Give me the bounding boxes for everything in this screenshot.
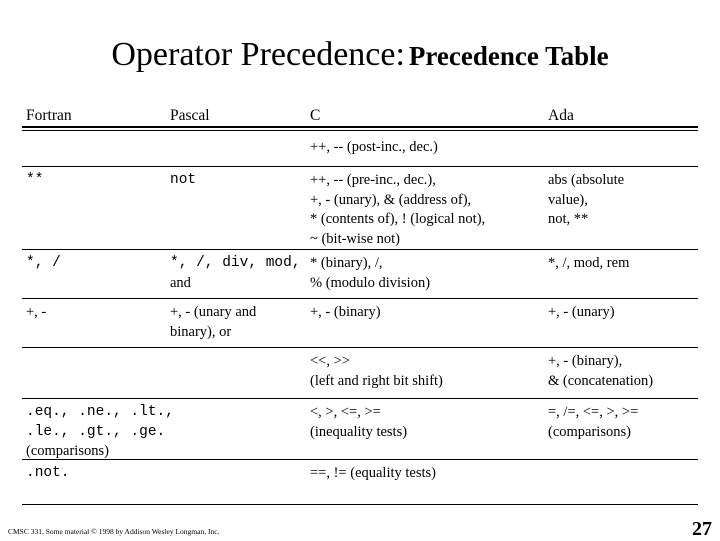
cell-c xyxy=(310,464,436,484)
cell-line: +, - (binary), xyxy=(548,353,623,369)
cell-line: ==, != (equality tests) xyxy=(310,465,437,481)
slide-title xyxy=(0,36,720,74)
table-row xyxy=(22,348,698,399)
title-main: Operator Precedence: xyxy=(111,36,405,73)
cell-ada xyxy=(548,303,615,323)
cell-line: +, - (unary), & (address of), xyxy=(310,191,472,208)
cell-ada xyxy=(548,171,624,230)
cell-line: binary), or xyxy=(170,323,232,340)
cell-line: and xyxy=(170,274,191,291)
cell-line: +, - (unary and xyxy=(170,304,257,320)
cell-line: *, /, div, mod, xyxy=(170,255,301,271)
header-fortran: Fortran xyxy=(26,107,72,124)
cell-pascal xyxy=(170,254,301,293)
title-sub: Precedence Table xyxy=(408,41,609,71)
cell-line: <, >, <=, >= xyxy=(310,404,381,420)
table-header xyxy=(22,102,698,128)
table-row xyxy=(22,167,698,250)
cell-fortran xyxy=(26,464,70,484)
cell-line: not, ** xyxy=(548,211,589,227)
header-c: C xyxy=(310,107,321,124)
cell-line: ++, -- (pre-inc., dec.), xyxy=(310,172,436,188)
footer-copyright: CMSC 331, Some material © 1998 by Addison Wesley Longman, Inc. xyxy=(8,527,220,536)
cell-line: .not. xyxy=(26,465,70,481)
cell-line: not xyxy=(170,172,197,188)
cell-line: =, /=, <=, >, >= xyxy=(548,404,639,420)
cell-line: (comparisons) xyxy=(548,423,631,440)
cell-line: (comparisons) xyxy=(26,443,109,459)
header-ada: Ada xyxy=(548,107,574,124)
cell-ada xyxy=(548,254,629,274)
cell-pascal xyxy=(170,171,196,191)
cell-line: (left and right bit shift) xyxy=(310,372,443,389)
cell-line: +, - (binary) xyxy=(310,304,381,320)
cell-line: ++, -- (post-inc., dec.) xyxy=(310,139,438,155)
cell-ada xyxy=(548,352,653,391)
cell-pascal xyxy=(170,303,256,342)
cell-line: * (binary), /, xyxy=(310,255,383,271)
cell-line: *, /, mod, rem xyxy=(548,255,630,271)
cell-fortran xyxy=(26,254,61,274)
table-row xyxy=(22,399,698,460)
cell-c xyxy=(310,138,438,158)
cell-line: ~ (bit-wise not) xyxy=(310,230,400,247)
cell-line: +, - (unary) xyxy=(548,304,615,320)
cell-c xyxy=(310,254,430,293)
table-row xyxy=(22,460,698,505)
cell-line: .le., .gt., .ge. xyxy=(26,423,166,440)
cell-line: & (concatenation) xyxy=(548,372,654,389)
cell-c xyxy=(310,171,485,249)
header-pascal: Pascal xyxy=(170,107,210,124)
cell-line: *, / xyxy=(26,255,61,271)
cell-c xyxy=(310,303,381,323)
cell-fortran xyxy=(26,303,46,323)
table-row xyxy=(22,299,698,348)
cell-line: ** xyxy=(26,172,44,188)
cell-line: * (contents of), ! (logical not), xyxy=(310,211,486,227)
cell-c xyxy=(310,403,407,442)
precedence-table xyxy=(22,102,698,505)
cell-c xyxy=(310,352,443,391)
cell-fortran xyxy=(26,171,43,191)
cell-line: <<, >> xyxy=(310,353,350,369)
cell-line: abs (absolute xyxy=(548,172,625,188)
cell-line: (inequality tests) xyxy=(310,423,408,440)
table-row xyxy=(22,250,698,299)
cell-line: .eq., .ne., .lt., xyxy=(26,404,174,420)
cell-line: % (modulo division) xyxy=(310,274,431,291)
cell-ada xyxy=(548,403,638,442)
cell-line: value), xyxy=(548,191,588,208)
table-row xyxy=(22,134,698,167)
cell-line: +, - xyxy=(26,304,47,320)
cell-fortran xyxy=(26,403,174,462)
page-number: 27 xyxy=(692,518,712,540)
